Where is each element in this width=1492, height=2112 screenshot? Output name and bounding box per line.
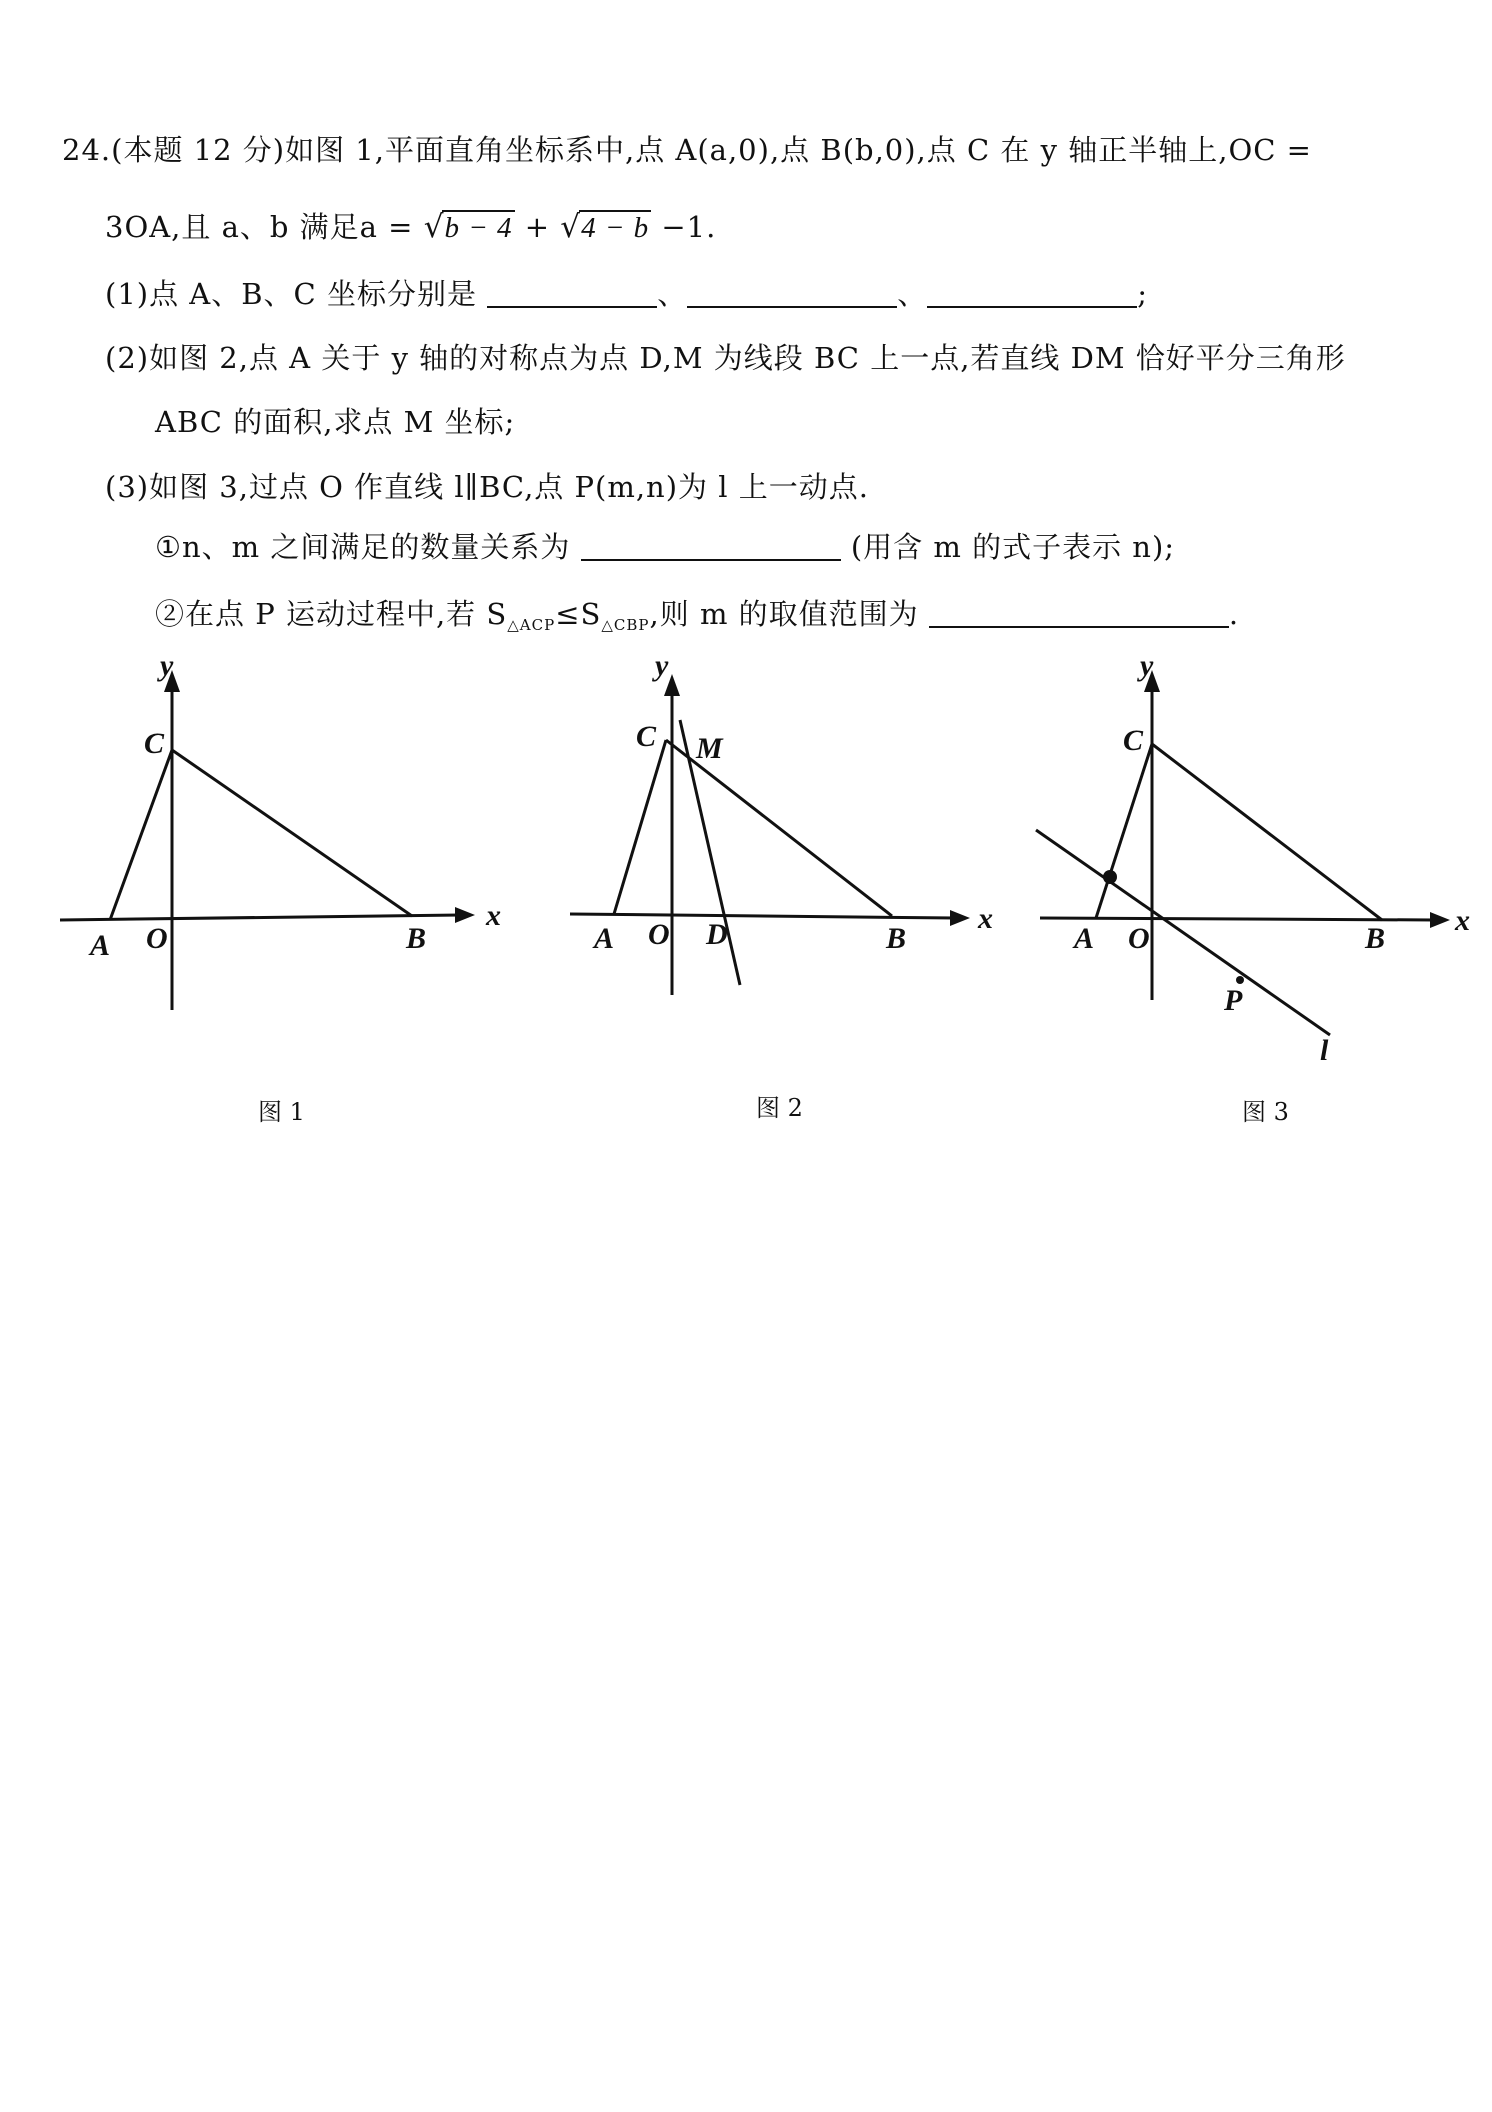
label-x: x xyxy=(486,899,501,932)
label-B: B xyxy=(1365,922,1386,955)
label-A: A xyxy=(1074,922,1095,955)
part2-line-2: ABC 的面积,求点 M 坐标; xyxy=(155,405,516,439)
sqrt-expression-2: 4 − b xyxy=(581,212,650,244)
part3-sub1: ①n、m 之间满足的数量关系为 (用含 m 的式子表示 n); xyxy=(155,530,1176,564)
figure-1 xyxy=(50,650,530,1050)
question-line-1 xyxy=(62,128,1312,169)
label-O: O xyxy=(146,922,168,955)
point-P-dot xyxy=(1236,976,1244,984)
figure-2-caption: 图 2 xyxy=(756,1094,803,1122)
part3-sub2: ②在点 P 运动过程中,若 $S_{\triangle ACP}\le S_{\triangle CBP}$,则 m 的取值范围为 . xyxy=(155,597,1240,634)
label-O: O xyxy=(1128,922,1150,955)
sqrt-expression-1: b − 4 xyxy=(444,212,513,244)
intersection-point-dot xyxy=(1103,870,1117,884)
question-number: 24. xyxy=(62,133,112,167)
label-A: A xyxy=(594,922,615,955)
label-B: B xyxy=(886,922,907,955)
label-D: D xyxy=(706,918,728,951)
part3-intro: (3)如图 3,过点 O 作直线 l∥BC,点 P(m,n)为 l 上一动点. xyxy=(105,470,869,504)
answer-blank-range[interactable] xyxy=(929,600,1229,628)
label-x: x xyxy=(1455,904,1470,937)
label-C: C xyxy=(636,720,657,753)
part1: (1)点 A、B、C 坐标分别是 、 、 ; xyxy=(105,277,1148,311)
label-y: y xyxy=(160,650,174,682)
x-axis-arrow xyxy=(455,907,475,923)
question-points: (本题 12 分) xyxy=(111,133,286,167)
segment-AC xyxy=(110,750,172,920)
answer-blank-b[interactable] xyxy=(687,280,897,308)
figure-3-caption: 图 3 xyxy=(1242,1098,1289,1126)
answer-blank-relation[interactable] xyxy=(581,533,841,561)
part1-text: (1)点 A、B、C 坐标分别是 xyxy=(105,277,477,311)
segment-CB xyxy=(172,750,412,916)
label-C: C xyxy=(144,727,165,760)
figure-3 xyxy=(1030,650,1480,1060)
question-line-2: 3OA,且 a、b 满足a = √b − 4 + √4 − b −1. xyxy=(105,209,717,245)
segment-CB xyxy=(1152,744,1382,920)
question-intro: 如图 1,平面直角坐标系中,点 A(a,0),点 B(b,0),点 C 在 y 轴正半轴上,OC = xyxy=(285,133,1312,167)
label-P: P xyxy=(1224,984,1243,1017)
answer-blank-a[interactable] xyxy=(487,280,657,308)
label-O: O xyxy=(648,918,670,951)
x-axis xyxy=(1040,918,1435,920)
part2-line-1: (2)如图 2,点 A 关于 y 轴的对称点为点 D,M 为线段 BC 上一点,若直线 DM 恰好平分三角形 xyxy=(105,341,1346,375)
figure-1-caption: 图 1 xyxy=(258,1098,305,1126)
label-l: l xyxy=(1320,1034,1329,1060)
label-B: B xyxy=(406,922,427,955)
x-axis-arrow xyxy=(950,910,970,926)
x-axis xyxy=(570,914,955,918)
segment-AC xyxy=(614,740,666,914)
figure-2 xyxy=(560,650,1000,1050)
label-C: C xyxy=(1123,724,1144,757)
condition-text: 3OA,且 a、b 满足a = xyxy=(105,210,414,244)
label-A: A xyxy=(90,929,111,962)
label-y: y xyxy=(655,650,669,682)
x-axis-arrow xyxy=(1430,912,1450,928)
label-x: x xyxy=(978,902,993,935)
label-y: y xyxy=(1140,650,1154,682)
label-M: M xyxy=(696,732,723,765)
segment-CB xyxy=(666,740,892,916)
answer-blank-c[interactable] xyxy=(927,280,1137,308)
x-axis xyxy=(60,915,460,920)
